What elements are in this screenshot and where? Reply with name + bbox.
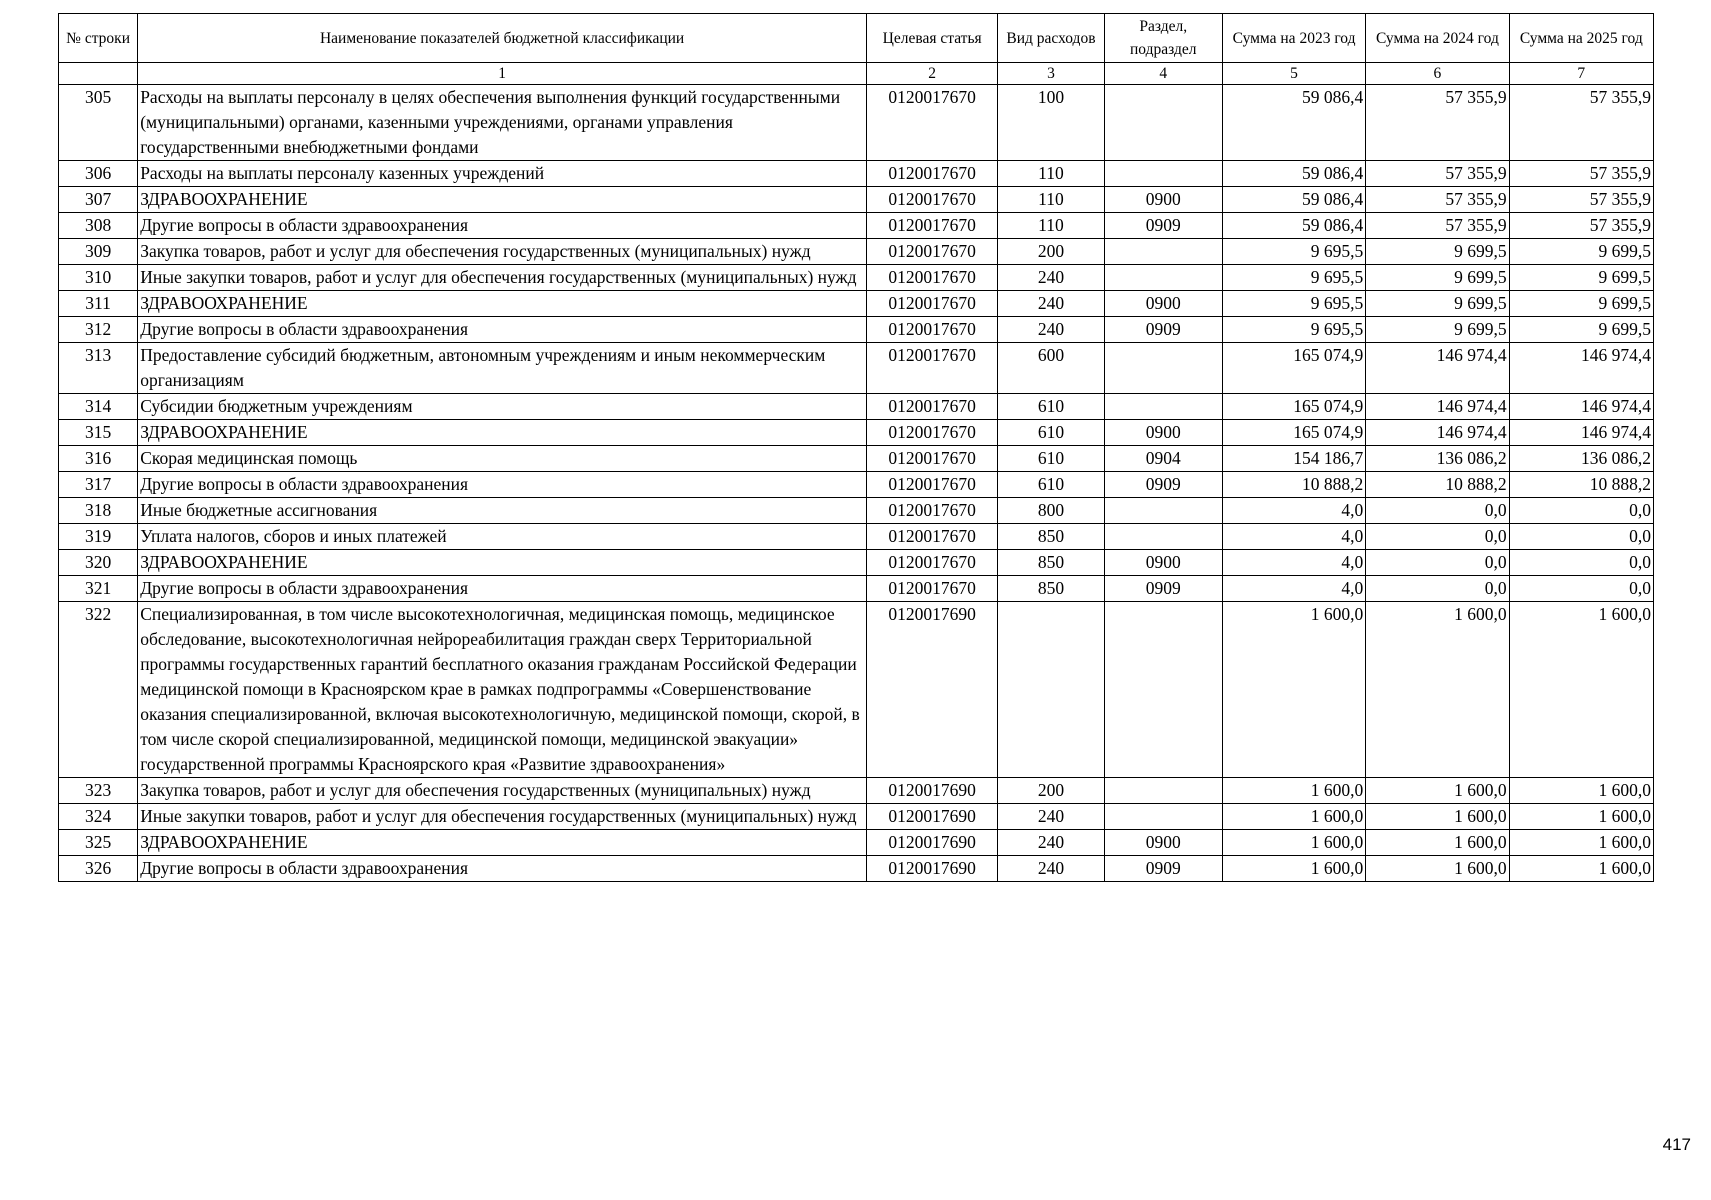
row-number-cell: 312 <box>59 317 138 343</box>
row-number-cell: 314 <box>59 394 138 420</box>
sum-2024-cell: 1 600,0 <box>1366 602 1509 778</box>
expense-kind-cell: 610 <box>998 446 1104 472</box>
table-row <box>59 524 1654 550</box>
sum-2023-cell: 1 600,0 <box>1222 804 1365 830</box>
indicator-name-cell: Иные бюджетные ассигнования <box>138 498 867 524</box>
table-row <box>59 576 1654 602</box>
row-number-cell: 315 <box>59 420 138 446</box>
sum-2025-cell: 136 086,2 <box>1509 446 1653 472</box>
sum-2023-cell: 165 074,9 <box>1222 394 1365 420</box>
row-number-cell: 318 <box>59 498 138 524</box>
sum-2024-cell: 9 699,5 <box>1366 317 1509 343</box>
indicator-name-cell: Специализированная, в том числе высокотехнологичная, медицинская помощь, медицинское обследование, высокотехнологичная нейрореабилитация граждан сверх Территориальной программы государственных гарантий бесплатного оказания гражданам Российской Федерации медицинской помощи в Красноярском крае в рамках подпрограммы «Совершенствование оказания специализированной, включая высокотехнологичную, медицинской помощи, скорой, в том числе скорой специализированной, медицинской помощи, медицинской эвакуации» государственной программы Красноярского края «Развитие здравоохранения» <box>138 602 867 778</box>
target-article-cell: 0120017670 <box>867 550 998 576</box>
section-cell: 0909 <box>1104 317 1222 343</box>
table-row <box>59 317 1654 343</box>
target-article-cell: 0120017670 <box>867 291 998 317</box>
sum-2023-cell: 1 600,0 <box>1222 602 1365 778</box>
sum-2024-cell: 0,0 <box>1366 576 1509 602</box>
sum-2025-cell: 1 600,0 <box>1509 856 1653 882</box>
sum-2025-cell: 146 974,4 <box>1509 394 1653 420</box>
indicator-name-cell: Закупка товаров, работ и услуг для обеспечения государственных (муниципальных) нужд <box>138 239 867 265</box>
header-sum-2023: Сумма на 2023 год <box>1222 14 1365 63</box>
sum-2024-cell: 1 600,0 <box>1366 778 1509 804</box>
table-row <box>59 213 1654 239</box>
indicator-name-cell: ЗДРАВООХРАНЕНИЕ <box>138 420 867 446</box>
sum-2023-cell: 4,0 <box>1222 576 1365 602</box>
table-row <box>59 778 1654 804</box>
row-number-cell: 323 <box>59 778 138 804</box>
target-article-cell: 0120017670 <box>867 524 998 550</box>
sum-2024-cell: 146 974,4 <box>1366 343 1509 394</box>
section-cell: 0909 <box>1104 472 1222 498</box>
sum-2025-cell: 0,0 <box>1509 498 1653 524</box>
expense-kind-cell: 110 <box>998 161 1104 187</box>
target-article-cell: 0120017670 <box>867 161 998 187</box>
target-article-cell: 0120017670 <box>867 317 998 343</box>
expense-kind-cell: 850 <box>998 550 1104 576</box>
section-cell: 0909 <box>1104 576 1222 602</box>
sum-2023-cell: 9 695,5 <box>1222 265 1365 291</box>
target-article-cell: 0120017670 <box>867 213 998 239</box>
indicator-name-cell: ЗДРАВООХРАНЕНИЕ <box>138 830 867 856</box>
sum-2023-cell: 59 086,4 <box>1222 213 1365 239</box>
table-row <box>59 343 1654 394</box>
indicator-name-cell: Другие вопросы в области здравоохранения <box>138 472 867 498</box>
table-row <box>59 472 1654 498</box>
sum-2025-cell: 57 355,9 <box>1509 213 1653 239</box>
table-header <box>59 14 1654 85</box>
row-number-cell: 316 <box>59 446 138 472</box>
target-article-cell: 0120017670 <box>867 472 998 498</box>
sum-2023-cell: 1 600,0 <box>1222 830 1365 856</box>
row-number-cell: 319 <box>59 524 138 550</box>
sum-2023-cell: 10 888,2 <box>1222 472 1365 498</box>
column-number: 5 <box>1222 63 1365 85</box>
section-cell <box>1104 498 1222 524</box>
sum-2023-cell: 4,0 <box>1222 524 1365 550</box>
sum-2023-cell: 59 086,4 <box>1222 85 1365 161</box>
expense-kind-cell: 850 <box>998 524 1104 550</box>
target-article-cell: 0120017670 <box>867 446 998 472</box>
sum-2024-cell: 9 699,5 <box>1366 239 1509 265</box>
expense-kind-cell: 110 <box>998 213 1104 239</box>
row-number-cell: 313 <box>59 343 138 394</box>
table-row <box>59 420 1654 446</box>
row-number-cell: 311 <box>59 291 138 317</box>
sum-2025-cell: 9 699,5 <box>1509 265 1653 291</box>
column-number <box>59 63 138 85</box>
sum-2025-cell: 146 974,4 <box>1509 343 1653 394</box>
sum-2023-cell: 59 086,4 <box>1222 187 1365 213</box>
header-sum-2024: Сумма на 2024 год <box>1366 14 1509 63</box>
target-article-cell: 0120017670 <box>867 265 998 291</box>
sum-2023-cell: 59 086,4 <box>1222 161 1365 187</box>
section-cell <box>1104 85 1222 161</box>
target-article-cell: 0120017690 <box>867 804 998 830</box>
table-body <box>59 85 1654 882</box>
expense-kind-cell: 610 <box>998 394 1104 420</box>
budget-table-sheet <box>58 13 1654 882</box>
section-cell: 0900 <box>1104 550 1222 576</box>
sum-2023-cell: 9 695,5 <box>1222 317 1365 343</box>
target-article-cell: 0120017670 <box>867 85 998 161</box>
section-cell <box>1104 161 1222 187</box>
section-cell: 0909 <box>1104 213 1222 239</box>
expense-kind-cell: 110 <box>998 187 1104 213</box>
sum-2024-cell: 57 355,9 <box>1366 187 1509 213</box>
table-row <box>59 394 1654 420</box>
indicator-name-cell: Иные закупки товаров, работ и услуг для обеспечения государственных (муниципальных) нужд <box>138 804 867 830</box>
sum-2025-cell: 10 888,2 <box>1509 472 1653 498</box>
indicator-name-cell: Скорая медицинская помощь <box>138 446 867 472</box>
sum-2023-cell: 1 600,0 <box>1222 856 1365 882</box>
indicator-name-cell: Другие вопросы в области здравоохранения <box>138 317 867 343</box>
header-row-number: № строки <box>59 14 138 63</box>
table-row <box>59 550 1654 576</box>
table-row <box>59 291 1654 317</box>
section-cell <box>1104 343 1222 394</box>
table-row <box>59 239 1654 265</box>
row-number-cell: 326 <box>59 856 138 882</box>
table-row <box>59 498 1654 524</box>
sum-2023-cell: 4,0 <box>1222 498 1365 524</box>
table-row <box>59 830 1654 856</box>
expense-kind-cell: 610 <box>998 420 1104 446</box>
sum-2024-cell: 57 355,9 <box>1366 161 1509 187</box>
sum-2025-cell: 1 600,0 <box>1509 830 1653 856</box>
indicator-name-cell: ЗДРАВООХРАНЕНИЕ <box>138 187 867 213</box>
expense-kind-cell: 240 <box>998 291 1104 317</box>
row-number-cell: 308 <box>59 213 138 239</box>
expense-kind-cell: 240 <box>998 265 1104 291</box>
sum-2025-cell: 0,0 <box>1509 524 1653 550</box>
expense-kind-cell: 200 <box>998 778 1104 804</box>
sum-2023-cell: 9 695,5 <box>1222 239 1365 265</box>
sum-2025-cell: 57 355,9 <box>1509 85 1653 161</box>
section-cell <box>1104 265 1222 291</box>
row-number-cell: 306 <box>59 161 138 187</box>
sum-2023-cell: 165 074,9 <box>1222 420 1365 446</box>
column-number: 3 <box>998 63 1104 85</box>
target-article-cell: 0120017690 <box>867 778 998 804</box>
sum-2023-cell: 9 695,5 <box>1222 291 1365 317</box>
target-article-cell: 0120017670 <box>867 187 998 213</box>
target-article-cell: 0120017670 <box>867 394 998 420</box>
sum-2024-cell: 146 974,4 <box>1366 394 1509 420</box>
header-section: Раздел, подраздел <box>1104 14 1222 63</box>
section-cell <box>1104 602 1222 778</box>
row-number-cell: 325 <box>59 830 138 856</box>
table-row <box>59 265 1654 291</box>
section-cell <box>1104 394 1222 420</box>
target-article-cell: 0120017670 <box>867 576 998 602</box>
sum-2024-cell: 9 699,5 <box>1366 291 1509 317</box>
sum-2025-cell: 1 600,0 <box>1509 778 1653 804</box>
sum-2024-cell: 10 888,2 <box>1366 472 1509 498</box>
sum-2024-cell: 1 600,0 <box>1366 830 1509 856</box>
target-article-cell: 0120017670 <box>867 343 998 394</box>
sum-2025-cell: 9 699,5 <box>1509 291 1653 317</box>
sum-2025-cell: 0,0 <box>1509 550 1653 576</box>
indicator-name-cell: Субсидии бюджетным учреждениям <box>138 394 867 420</box>
expense-kind-cell: 100 <box>998 85 1104 161</box>
target-article-cell: 0120017670 <box>867 498 998 524</box>
sum-2025-cell: 1 600,0 <box>1509 804 1653 830</box>
header-sum-2025: Сумма на 2025 год <box>1509 14 1653 63</box>
sum-2025-cell: 146 974,4 <box>1509 420 1653 446</box>
table-row <box>59 804 1654 830</box>
sum-2024-cell: 146 974,4 <box>1366 420 1509 446</box>
header-expense-kind: Вид расходов <box>998 14 1104 63</box>
row-number-cell: 317 <box>59 472 138 498</box>
sum-2024-cell: 1 600,0 <box>1366 804 1509 830</box>
sum-2025-cell: 57 355,9 <box>1509 187 1653 213</box>
sum-2023-cell: 154 186,7 <box>1222 446 1365 472</box>
sum-2025-cell: 57 355,9 <box>1509 161 1653 187</box>
section-cell: 0900 <box>1104 291 1222 317</box>
table-row <box>59 161 1654 187</box>
sum-2024-cell: 9 699,5 <box>1366 265 1509 291</box>
expense-kind-cell: 200 <box>998 239 1104 265</box>
target-article-cell: 0120017690 <box>867 830 998 856</box>
column-numbers-row <box>59 63 1654 85</box>
section-cell <box>1104 778 1222 804</box>
row-number-cell: 307 <box>59 187 138 213</box>
table-row <box>59 187 1654 213</box>
page-number: 417 <box>1662 1135 1691 1154</box>
header-indicator-name: Наименование показателей бюджетной классификации <box>138 14 867 63</box>
sum-2024-cell: 0,0 <box>1366 524 1509 550</box>
column-number: 6 <box>1366 63 1509 85</box>
sum-2023-cell: 165 074,9 <box>1222 343 1365 394</box>
section-cell: 0909 <box>1104 856 1222 882</box>
column-number: 1 <box>138 63 867 85</box>
expense-kind-cell: 240 <box>998 317 1104 343</box>
indicator-name-cell: Закупка товаров, работ и услуг для обеспечения государственных (муниципальных) нужд <box>138 778 867 804</box>
sum-2024-cell: 0,0 <box>1366 550 1509 576</box>
section-cell: 0900 <box>1104 830 1222 856</box>
row-number-cell: 305 <box>59 85 138 161</box>
table-row <box>59 602 1654 778</box>
section-cell <box>1104 524 1222 550</box>
expense-kind-cell: 600 <box>998 343 1104 394</box>
table-row <box>59 446 1654 472</box>
table-row <box>59 85 1654 161</box>
sum-2024-cell: 136 086,2 <box>1366 446 1509 472</box>
budget-classification-table <box>58 13 1654 882</box>
column-number: 7 <box>1509 63 1653 85</box>
target-article-cell: 0120017690 <box>867 856 998 882</box>
sum-2025-cell: 1 600,0 <box>1509 602 1653 778</box>
row-number-cell: 322 <box>59 602 138 778</box>
indicator-name-cell: Расходы на выплаты персоналу в целях обеспечения выполнения функций государственными (муниципальными) органами, казенными учреждениями, органами управления государственными внебюджетными фондами <box>138 85 867 161</box>
target-article-cell: 0120017670 <box>867 420 998 446</box>
sum-2023-cell: 4,0 <box>1222 550 1365 576</box>
column-number: 2 <box>867 63 998 85</box>
sum-2024-cell: 57 355,9 <box>1366 213 1509 239</box>
expense-kind-cell: 240 <box>998 830 1104 856</box>
column-number: 4 <box>1104 63 1222 85</box>
section-cell: 0900 <box>1104 420 1222 446</box>
row-number-cell: 310 <box>59 265 138 291</box>
section-cell <box>1104 804 1222 830</box>
indicator-name-cell: Расходы на выплаты персоналу казенных учреждений <box>138 161 867 187</box>
target-article-cell: 0120017690 <box>867 602 998 778</box>
indicator-name-cell: Иные закупки товаров, работ и услуг для обеспечения государственных (муниципальных) нужд <box>138 265 867 291</box>
indicator-name-cell: ЗДРАВООХРАНЕНИЕ <box>138 291 867 317</box>
expense-kind-cell: 850 <box>998 576 1104 602</box>
indicator-name-cell: Уплата налогов, сборов и иных платежей <box>138 524 867 550</box>
indicator-name-cell: Другие вопросы в области здравоохранения <box>138 213 867 239</box>
sum-2024-cell: 1 600,0 <box>1366 856 1509 882</box>
indicator-name-cell: Предоставление субсидий бюджетным, автономным учреждениям и иным некоммерческим организациям <box>138 343 867 394</box>
expense-kind-cell: 240 <box>998 856 1104 882</box>
row-number-cell: 309 <box>59 239 138 265</box>
sum-2025-cell: 9 699,5 <box>1509 317 1653 343</box>
indicator-name-cell: Другие вопросы в области здравоохранения <box>138 856 867 882</box>
header-target-article: Целевая статья <box>867 14 998 63</box>
indicator-name-cell: ЗДРАВООХРАНЕНИЕ <box>138 550 867 576</box>
sum-2025-cell: 0,0 <box>1509 576 1653 602</box>
row-number-cell: 320 <box>59 550 138 576</box>
expense-kind-cell <box>998 602 1104 778</box>
expense-kind-cell: 240 <box>998 804 1104 830</box>
target-article-cell: 0120017670 <box>867 239 998 265</box>
indicator-name-cell: Другие вопросы в области здравоохранения <box>138 576 867 602</box>
expense-kind-cell: 800 <box>998 498 1104 524</box>
row-number-cell: 324 <box>59 804 138 830</box>
sum-2024-cell: 57 355,9 <box>1366 85 1509 161</box>
section-cell: 0900 <box>1104 187 1222 213</box>
sum-2025-cell: 9 699,5 <box>1509 239 1653 265</box>
section-cell: 0904 <box>1104 446 1222 472</box>
section-cell <box>1104 239 1222 265</box>
sum-2023-cell: 1 600,0 <box>1222 778 1365 804</box>
row-number-cell: 321 <box>59 576 138 602</box>
sum-2024-cell: 0,0 <box>1366 498 1509 524</box>
table-row <box>59 856 1654 882</box>
expense-kind-cell: 610 <box>998 472 1104 498</box>
